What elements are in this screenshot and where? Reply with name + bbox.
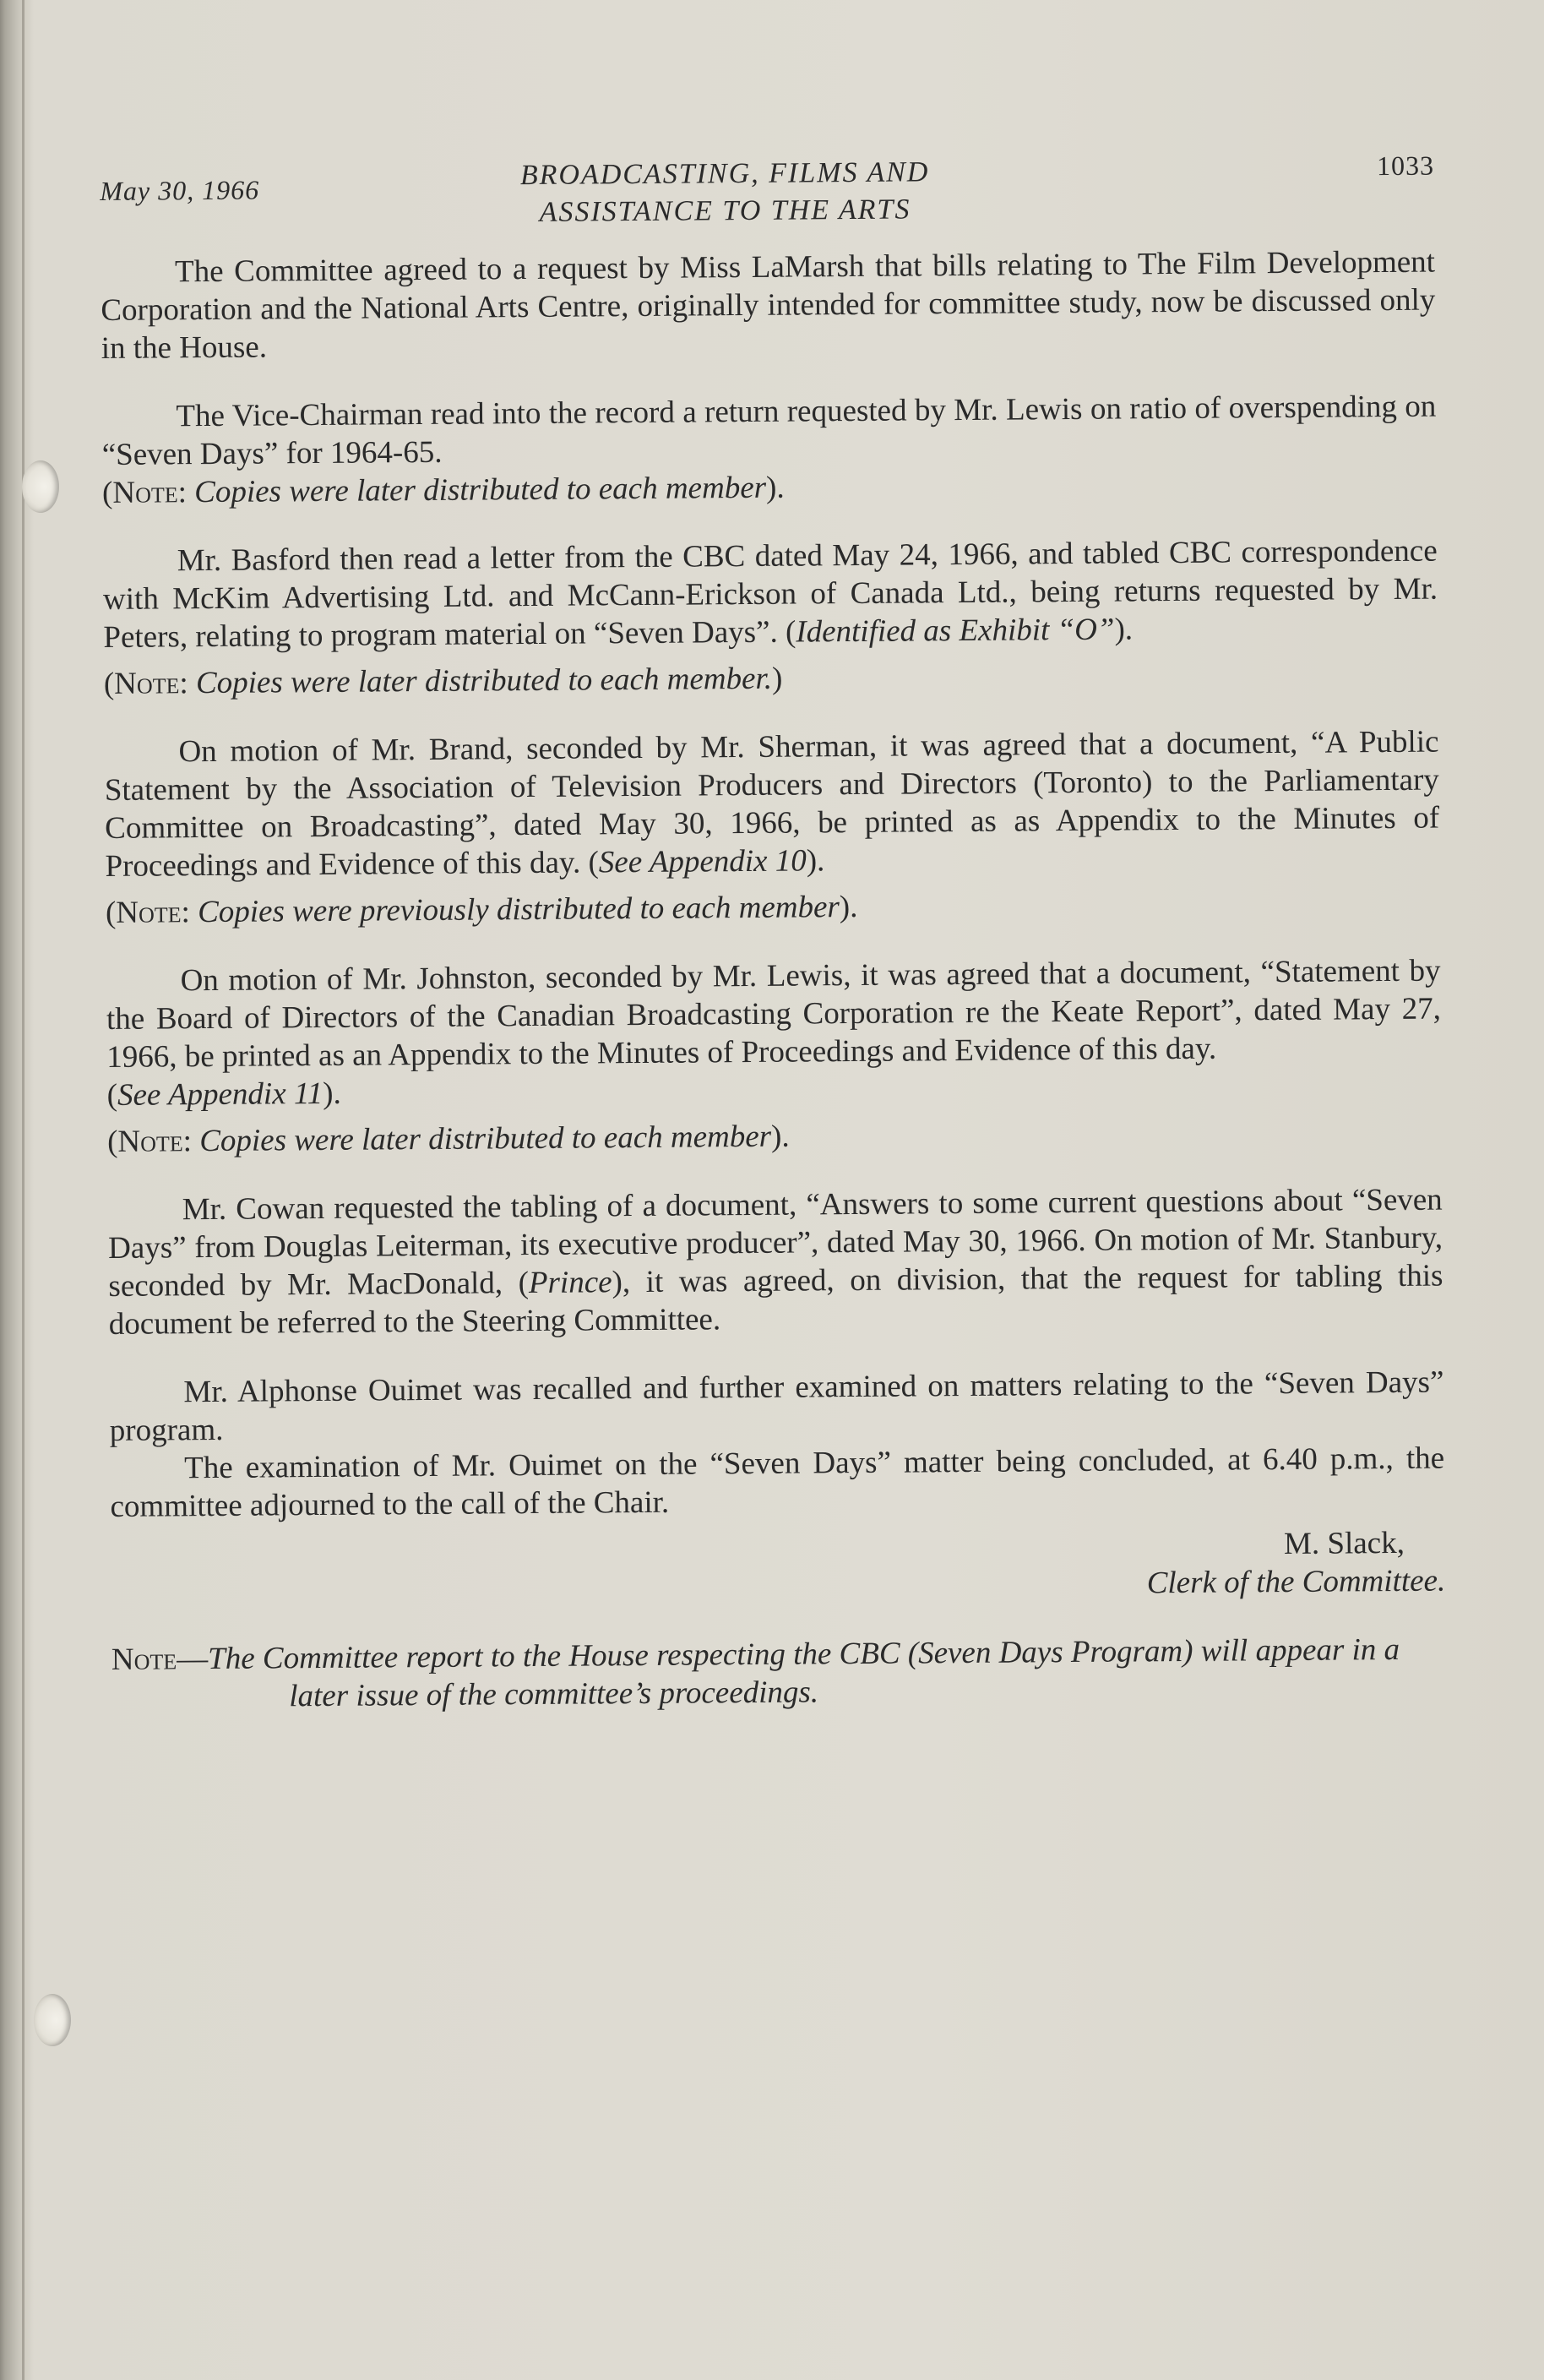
paragraph-text-end: ). [806,843,825,879]
ref-close: ). [323,1076,341,1111]
header-title-line2: ASSISTANCE TO THE ARTS [539,193,911,228]
paragraph-brand-motion [104,723,1439,885]
final-note-label: Note [111,1642,177,1677]
note-2: (Note: Copies were later distributed to each member.) [103,661,783,701]
paragraph-text-end: ), it was agreed, on division, that the request for tabling this document be referred to the Steering Committee. [108,1258,1443,1342]
paragraph-bills: The Committee agreed to a request by Miss LaMarsh that bills relating to The Film Development Corporation and the National Arts Centre, originally intended for committee study, now be discussed only in the House. [101,244,1436,366]
binding-line [22,0,24,2380]
appendix-reference: See Appendix 10 [598,843,807,880]
page-number: 1033 [1376,150,1435,182]
header-date: May 30, 1966 [100,174,260,206]
paragraph-basford [103,532,1438,656]
paragraph-ouimet-recalled: Mr. Alphonse Ouimet was recalled and further examined on matters relating to the “Seven Days” program. [109,1364,1444,1448]
paragraph-text-end: ). [1114,612,1134,647]
exhibit-reference: Identified as Exhibit “O” [796,612,1115,650]
signature-title: Clerk of the Committee. [1146,1563,1446,1601]
prince-reference: Prince [528,1265,612,1301]
paragraph-adjournment: The examination of Mr. Ouimet on the “Seven Days” matter being concluded, at 6.40 p.m., the committee adjourned to the call of the Chair. [110,1441,1445,1524]
paragraph-text: Mr. Cowan requested the tabling of a document, “Answers to some current questions about “Seven Days” from Douglas Leiterman, its executive producer”, dated May 30, 1966. On motion of Mr. Stanbury, seconded by Mr. MacDonald, ( [107,1182,1443,1304]
binding-shadow [0,0,34,2380]
page-content [100,150,1446,1717]
note-4: (Note: Copies were later distributed to each member). [106,1119,790,1159]
header-title-line1: BROADCASTING, FILMS AND [519,156,930,192]
note-text: Copies were previously distributed to each member [197,890,840,930]
note-3: (Note: Copies were previously distributed to each member). [105,889,858,930]
note-1: (Note: Copies were later distributed to each member). [101,470,785,510]
note-text: Copies were later distributed to each member. [195,661,773,701]
paragraph-vice-chairman: The Vice-Chairman read into the record a return requested by Mr. Lewis on ratio of overspending on “Seven Days” for 1964-65. [101,389,1437,472]
signature-name: M. Slack, [1283,1525,1405,1562]
paragraph-cowan-request [108,1181,1443,1343]
note-label: Note [114,666,180,701]
note-label: Note [116,895,182,930]
note-label: Note [112,475,178,510]
punch-hole [22,460,59,513]
running-header [100,150,1435,253]
final-note-text: The Committee report to the House respecting the CBC (Seven Days Program) will appear in a later issue of the committee’s proceedings. [208,1631,1400,1714]
final-note: Note—The Committee report to the House respecting the CBC (Seven Days Program) will appear in a later issue of the committee’s proceedings. [111,1631,1400,1714]
note-text: Copies were later distributed to each member [194,470,767,510]
paragraph-text: Mr. Basford then read a letter from the CBC dated May 24, 1966, and tabled CBC correspondence with McKim Advertising Ltd. and McCann-Erickson of Canada Ltd., being returns requested by Mr. Peters, relating to program material on “Seven Days”. ( [102,533,1438,655]
ref-open: ( [106,1077,118,1113]
appendix-reference: See Appendix 11 [117,1076,323,1113]
note-text: Copies were later distributed to each member [199,1119,772,1159]
paragraph-text: On motion of Mr. Brand, seconded by Mr. Sherman, it was agreed that a document, “A Public Statement by the Association of Television Producers and Directors (Toronto) to the Parliamentary Committee on Broadcasting”, dated May 30, 1966, be printed as as Appendix to the Minutes of Proceedings and Evidence of this day. ( [104,724,1440,884]
punch-hole [34,1994,71,2046]
header-title [378,153,1072,232]
paragraph-johnston-motion: On motion of Mr. Johnston, seconded by Mr. Lewis, it was agreed that a document, “Statement by the Board of Directors of the Canadian Broadcasting Corporation re the Keate Report”, dated May 27, 1966, be printed as an Appendix to the Minutes of Proceedings and Evidence of this day. [106,953,1442,1075]
note-label: Note [117,1124,183,1159]
